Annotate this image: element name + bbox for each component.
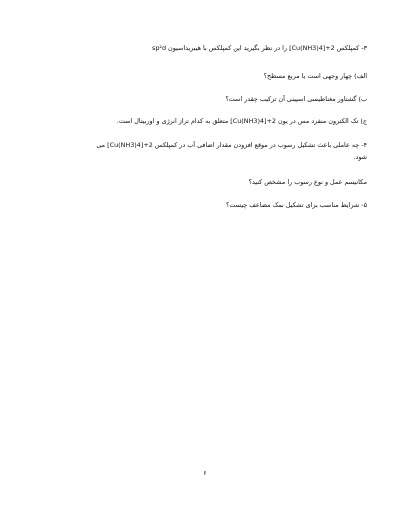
- question-3b-text: ب) گشتاور مغناطیسی اسپینی آن ترکیب چقدر است؟: [225, 95, 367, 103]
- question-4-continuation: شود.: [353, 153, 367, 161]
- page-number: ۶: [203, 470, 207, 477]
- question-4-followup: مکانیسم عمل و نوع رسوب را مشخص کنید؟: [248, 178, 367, 186]
- question-3-text: ۳- کمپلکس 2+[Cu(NH3)4] را در نظر بگیرید این کمپلکس با هیبریداسیون sp²d: [152, 44, 367, 52]
- question-3c-text: ج) تک الکترون منفرد مس در یون 2+[Cu(NH3)4] متعلق به کدام تراز انرژی و اوربیتال است.: [116, 117, 367, 125]
- question-3a-text: الف) چهار وجهی است یا مربع مسطح؟: [263, 72, 367, 80]
- question-4-text: ۴- چه عاملی باعث تشکیل رسوب در موقع افزودن مقدار اضافی آب در کمپلکس 2+[Cu(NH3)4] می: [96, 141, 367, 149]
- question-5-text: ۵- شرایط مناسب برای تشکیل نمک مضاعف چیست؟: [225, 201, 367, 209]
